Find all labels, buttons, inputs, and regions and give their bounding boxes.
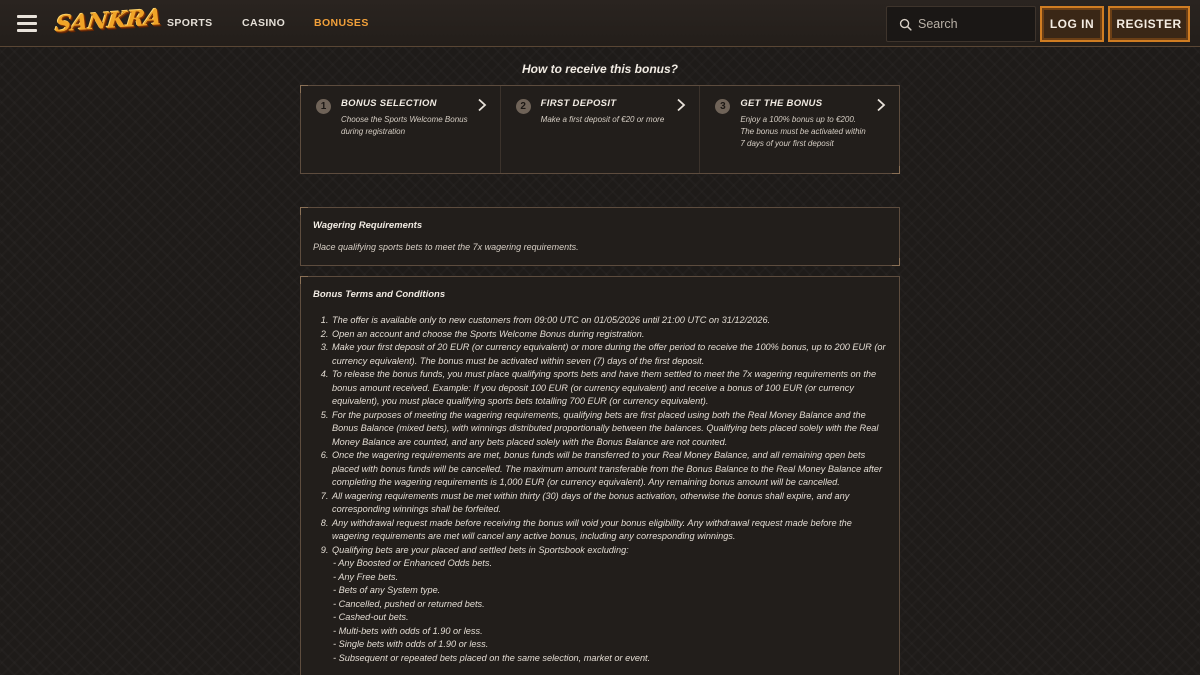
menu-icon[interactable] [17, 15, 37, 32]
exclusion-item: - Multi-bets with odds of 1.90 or less. [333, 625, 483, 636]
step-title: GET THE BONUS [740, 98, 823, 109]
chevron-right-icon [876, 98, 886, 112]
exclusion-item: - Cashed-out bets. [333, 612, 409, 622]
exclusion-item: - Any Boosted or Enhanced Odds bets. [333, 558, 493, 568]
terms-item: 5. For the purposes of meeting the wagering requirements, qualifying bets are first placed using both the Real Money Balance and the Bonus Balance (mixed bets), with winnings distributed proportionally between the balances. Qualifying bets placed solely with the Real Money Balance are counted, and any bets placed solely with the Bonus Balance are not counted. [331, 409, 887, 450]
terms-item: 8. Any withdrawal request made before receiving the bonus will void your bonus eligibility. Any withdrawal request made before the wagering requirements are met will cancel any active bonus, including any corresponding winnings. [331, 517, 887, 544]
terms-item: 6. Once the wagering requirements are met, bonus funds will be transferred to your Real Money Balance, and all remaining open bets placed with bonus funds will be cancelled. The maximum amount transferable from the Bonus Balance to the Real Money Balance after completing the wagering requirements is 1,000 EUR (or currency equivalent). Any remaining bonus amount will be cancelled. [331, 449, 887, 490]
step-number: 1 [316, 99, 331, 114]
bonus-steps [300, 85, 900, 174]
step-card[interactable] [301, 86, 500, 173]
exclusion-item: - Subsequent or repeated bets placed on the same selection, market or event. [333, 652, 651, 663]
login-button[interactable]: LOG IN [1040, 6, 1104, 42]
search-icon [899, 18, 912, 31]
exclusion-item: - Single bets with odds of 1.90 or less. [333, 639, 489, 649]
step-title: FIRST DEPOSIT [540, 98, 617, 109]
site-logo[interactable]: SANKRA [54, 4, 163, 38]
terms-box [300, 276, 900, 675]
nav-casino[interactable]: CASINO [242, 17, 286, 29]
terms-list [313, 314, 887, 665]
step-card[interactable] [699, 86, 899, 173]
step-description: Make a first deposit of €20 or more [540, 115, 665, 124]
wagering-text: Place qualifying sports bets to meet the 7x wagering requirements. [313, 242, 579, 252]
register-button[interactable]: REGISTER [1108, 6, 1190, 42]
exclusion-item: - Bets of any System type. [333, 585, 441, 595]
step-description: Choose the Sports Welcome Bonus during registration [341, 115, 468, 136]
terms-item: 3. Make your first deposit of 20 EUR (or currency equivalent) or more during the offer period to receive the 100% bonus, up to 200 EUR (or currency equivalent). The bonus must be activated within seven (7) days of the first deposit. [331, 341, 887, 368]
terms-item: 1. The offer is available only to new customers from 09:00 UTC on 01/05/2026 until 21:00 UTC on 31/12/2026. [331, 314, 887, 328]
top-header [0, 0, 1200, 47]
nav-sports[interactable]: SPORTS [167, 17, 213, 29]
terms-title: Bonus Terms and Conditions [313, 289, 446, 300]
terms-item: 7. All wagering requirements must be met within thirty (30) days of the bonus activation, otherwise the bonus shall expire, and any corresponding winnings shall be forfeited. [331, 490, 887, 517]
chevron-right-icon [477, 98, 487, 112]
section-title: How to receive this bonus? [521, 62, 679, 76]
nav-bonuses[interactable]: BONUSES [314, 17, 369, 29]
exclusion-item: - Cancelled, pushed or returned bets. [333, 598, 485, 609]
wagering-title: Wagering Requirements [313, 220, 423, 231]
step-number: 3 [715, 99, 730, 114]
step-number: 2 [516, 99, 531, 114]
terms-item: 4. To release the bonus funds, you must place qualifying sports bets and have them settled to meet the 7x wagering requirements on the bonus amount received. Example: If you deposit 100 EUR (or currency equivalent) and receive a bonus of 100 EUR (or currency equivalent), you must place qualifying sports bets totalling 700 EUR (or currency equivalent). [331, 368, 887, 409]
step-card[interactable] [500, 86, 700, 173]
wagering-requirements-box [300, 207, 900, 266]
exclusion-item: - Any Free bets. [333, 571, 399, 582]
step-title: BONUS SELECTION [341, 98, 437, 109]
step-description: Enjoy a 100% bonus up to €200. The bonus must be activated within 7 days of your first deposit [740, 115, 866, 148]
terms-item-text: Qualifying bets are your placed and settled bets in Sportsbook excluding: [332, 544, 629, 555]
exclusions-list [332, 557, 887, 665]
terms-item: 2. Open an account and choose the Sports Welcome Bonus during registration. [331, 328, 887, 342]
search-box[interactable] [886, 6, 1036, 42]
chevron-right-icon [676, 98, 686, 112]
search-input[interactable] [918, 17, 1028, 31]
terms-item [331, 544, 887, 666]
